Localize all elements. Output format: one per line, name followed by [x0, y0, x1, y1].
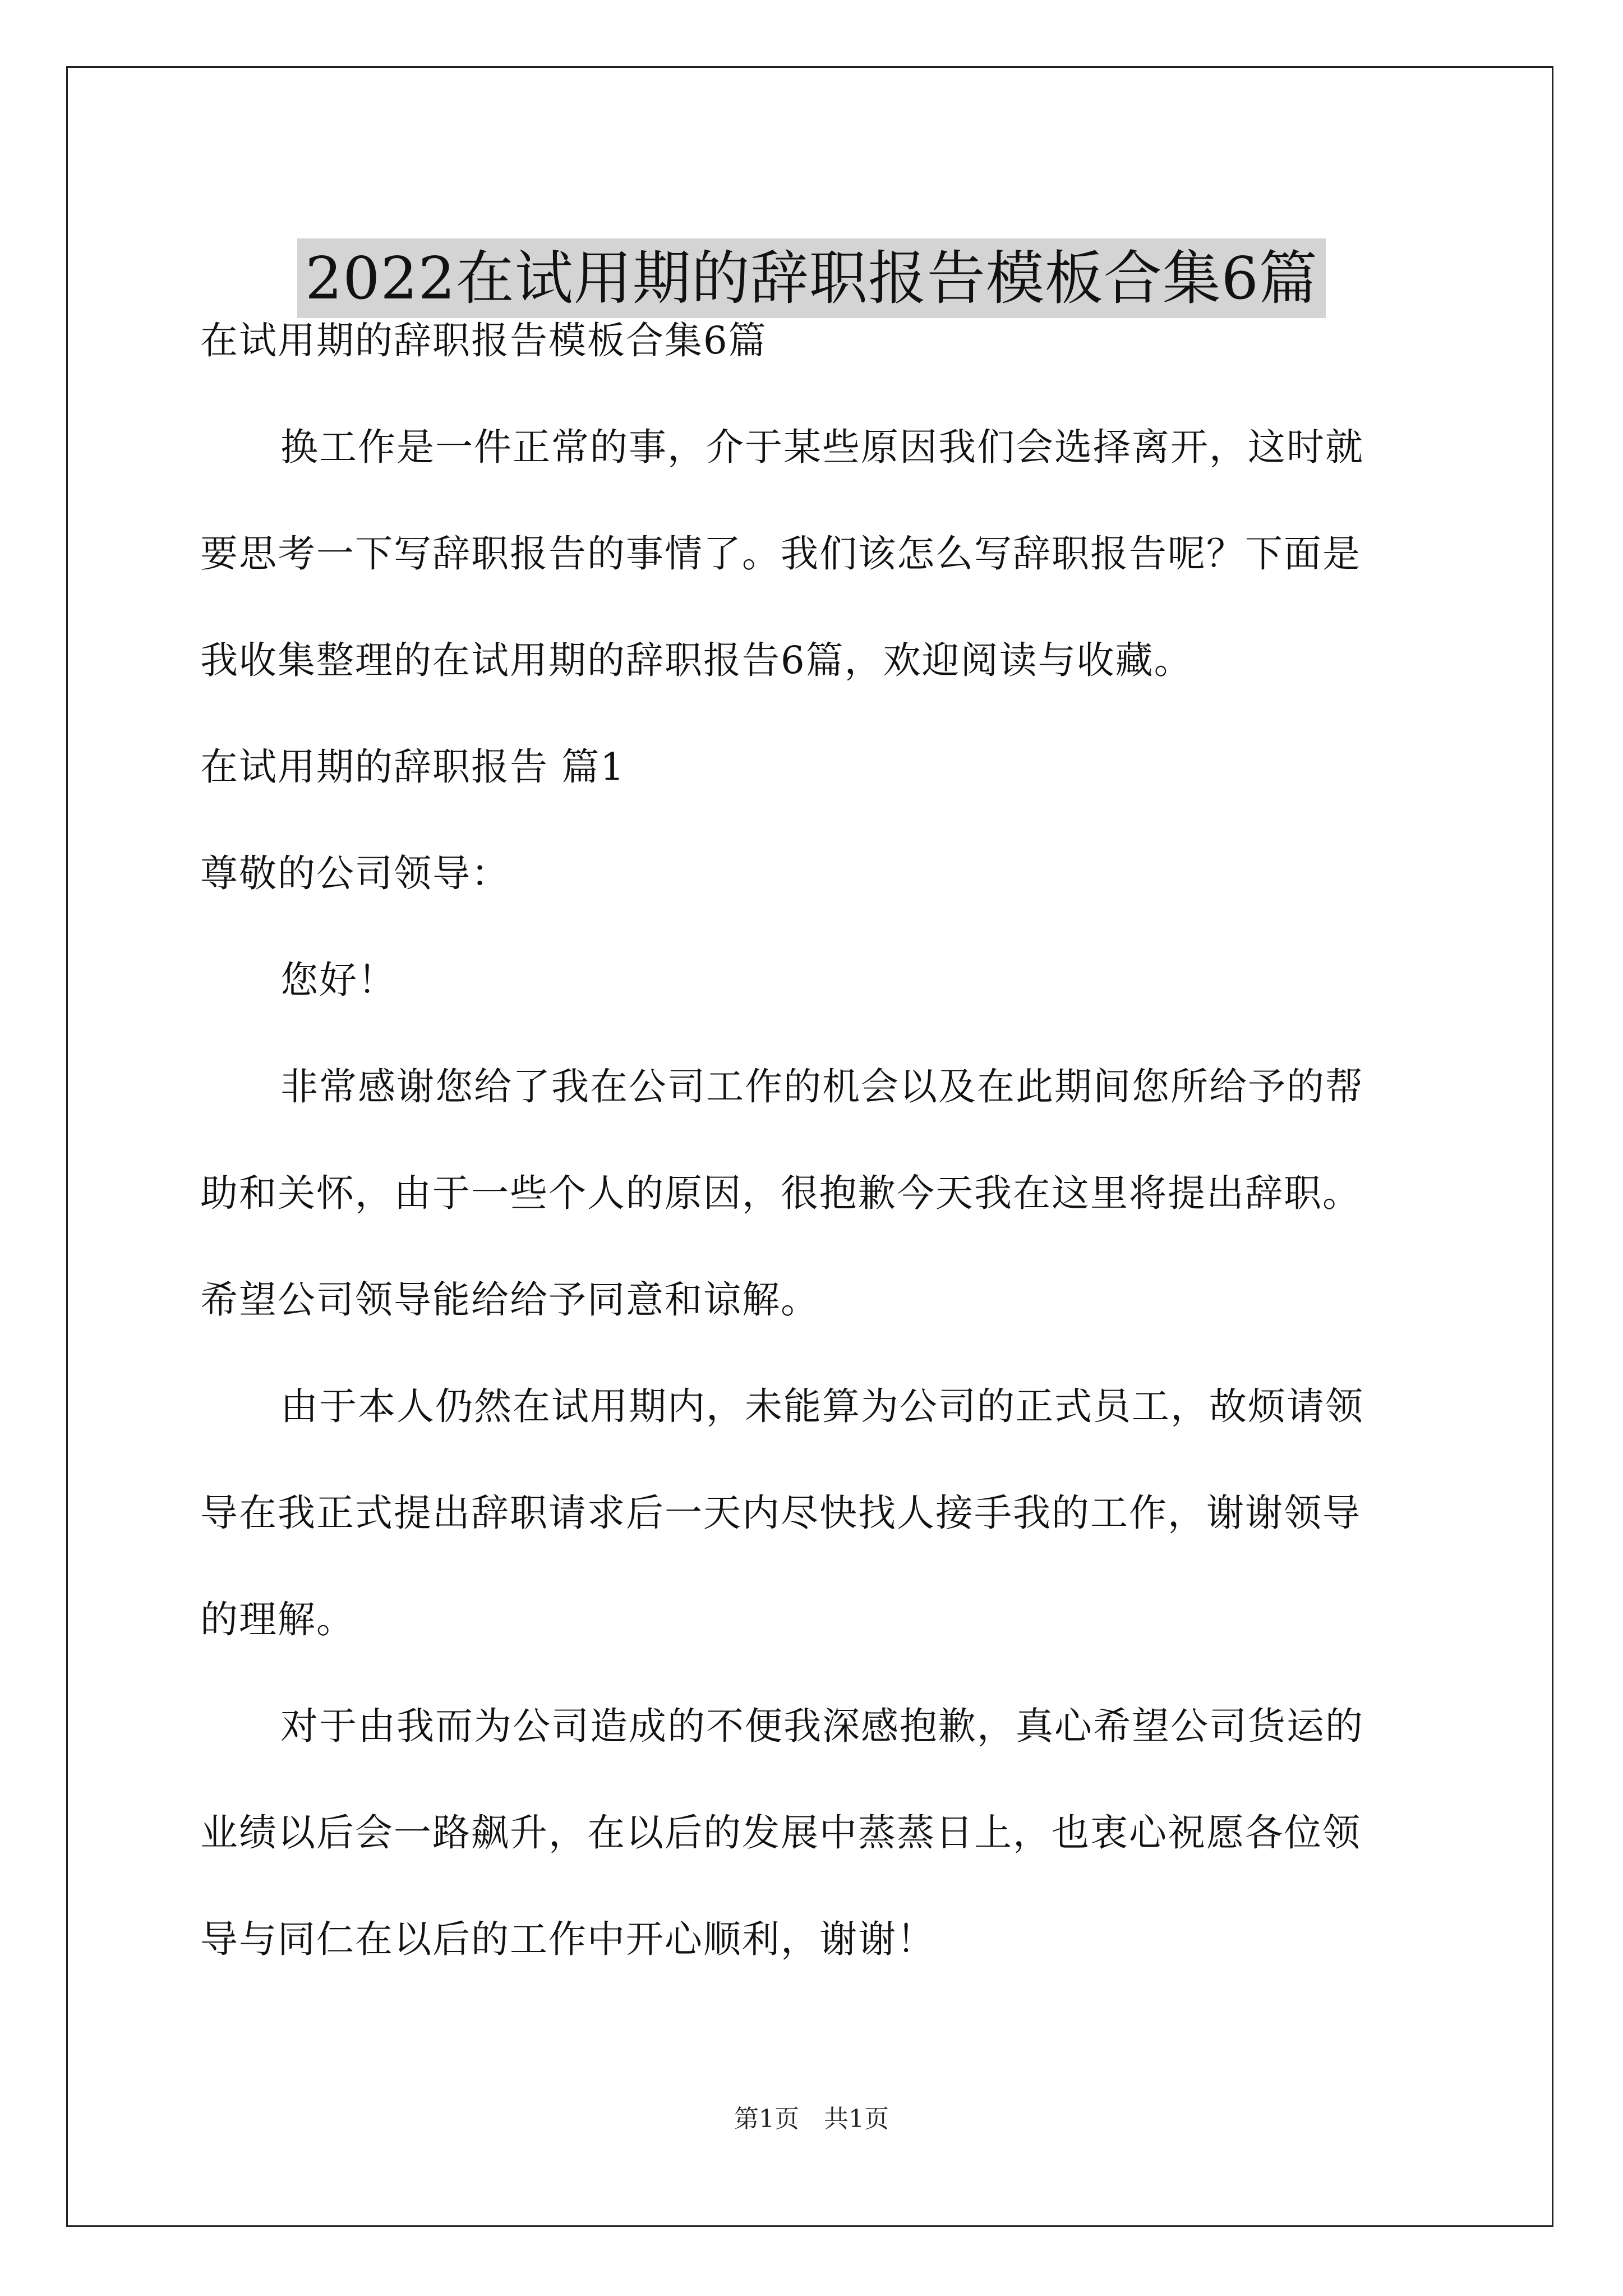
intro-line: 我收集整理的在试用期的辞职报告6篇，欢迎阅读与收藏。: [200, 638, 1193, 682]
page-number: 第1页: [734, 2105, 799, 2133]
page-total: 共1页: [824, 2105, 889, 2133]
page-footer: [0, 2102, 1623, 2136]
paragraph-line: 希望公司领导能给给予同意和谅解。: [200, 1278, 819, 1322]
body-paragraph-2: [200, 1380, 1428, 1646]
intro-paragraph: [200, 421, 1428, 687]
paragraph-line: 导在我正式提出辞职请求后一天内尽快找人接手我的工作，谢谢领导: [200, 1491, 1361, 1535]
paragraph-line: 由于本人仍然在试用期内，未能算为公司的正式员工，故烦请领: [280, 1384, 1364, 1428]
paragraph-line: 的理解。: [200, 1598, 355, 1641]
document-subtitle: 在试用期的辞职报告模板合集6篇: [200, 319, 767, 362]
body-paragraph-3: [200, 1700, 1428, 1966]
salutation: 尊敬的公司领导：: [200, 852, 510, 895]
section-heading: 在试用期的辞职报告 篇1: [200, 745, 625, 789]
intro-line: 换工作是一件正常的事，介于某些原因我们会选择离开，这时就: [280, 425, 1364, 469]
paragraph-line: 导与同仁在以后的工作中开心顺利，谢谢！: [200, 1917, 935, 1961]
paragraph-line: 助和关怀，由于一些个人的原因，很抱歉今天我在这里将提出辞职。: [200, 1171, 1361, 1215]
paragraph-line: 业绩以后会一路飙升，在以后的发展中蒸蒸日上，也衷心祝愿各位领: [200, 1811, 1361, 1855]
document-title: 2022在试用期的辞职报告模板合集6篇: [297, 238, 1326, 318]
paragraph-line: 对于由我而为公司造成的不便我深感抱歉，真心希望公司货运的: [280, 1704, 1364, 1748]
greeting: 您好！: [280, 958, 396, 1002]
intro-line: 要思考一下写辞职报告的事情了。我们该怎么写辞职报告呢？下面是: [200, 532, 1361, 576]
document-body: [200, 314, 1428, 2019]
body-paragraph-1: [200, 1060, 1428, 1326]
paragraph-line: 非常感谢您给了我在公司工作的机会以及在此期间您所给予的帮: [280, 1065, 1364, 1108]
